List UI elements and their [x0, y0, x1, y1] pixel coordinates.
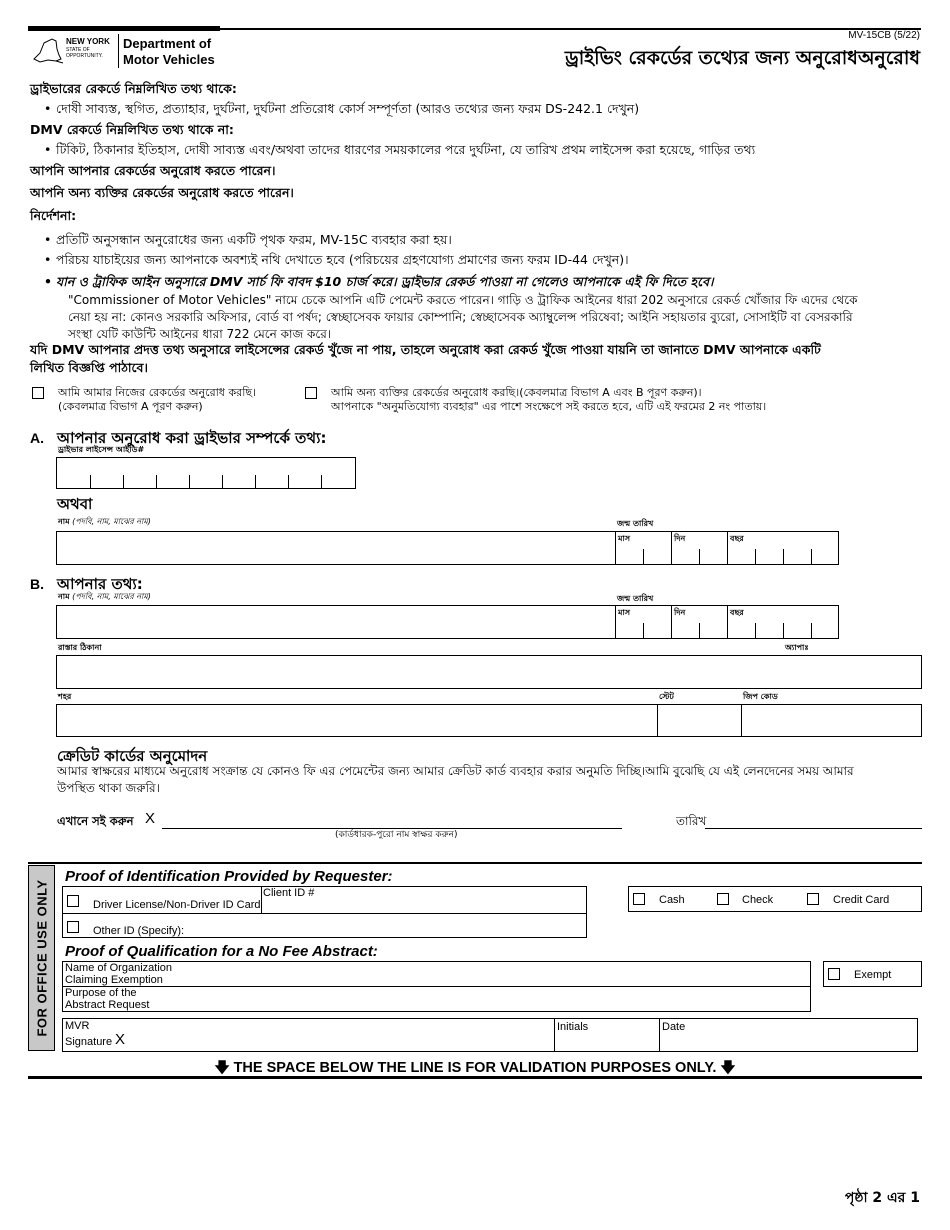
dmv-logo — [30, 34, 230, 70]
mvr-box — [62, 1018, 918, 1052]
a-name-input[interactable]: মাস দিন বছর — [56, 531, 839, 565]
page-number: পৃষ্ঠা 2 এর 1 — [844, 1190, 920, 1206]
notice-line1: যদি DMV আপনার প্রদত্ত তথ্য অনুসারে লাইসেন্সের রেকর্ড খুঁজে না পায়, তাহলে অনুরোধ করা রেকর্ড খুঁজে পাওয়া যায়নি তা জানাতে DMV আপনাকে একটি — [30, 342, 821, 357]
no-fee-heading: Proof of Qualification for a No Fee Abstract: — [65, 943, 378, 960]
logo-divider — [118, 34, 119, 68]
other-record-text: আপনি অন্য ব্যক্তির রেকর্ডের অনুরোধ করতে পারেন। — [30, 185, 294, 200]
proof-id-heading: Proof of Identification Provided by Requester: — [65, 868, 393, 885]
section-b-letter: B. — [30, 576, 44, 592]
check-label: Check — [742, 894, 774, 906]
mvr-label: MVR — [65, 1020, 90, 1032]
not-contains-heading: DMV রেকর্ডে নিম্নলিখিত তথ্য থাকে না: — [30, 122, 234, 137]
record-contains-item: • দোষী সাব্যস্ত, স্থগিত, প্রত্যাহার, দুর্ঘটনা, দুর্ঘটনা প্রতিরোধ কোর্স সম্পূর্ণতা (আরও তথ্যের জন্য ফরম DS-242.1 দেখুন) — [56, 100, 639, 117]
instruction-3-line3: নেয়া হয় না: কোনও সরকারি অফিসার, বোর্ড বা পর্ষদ; স্বেচ্ছাসেবক ফায়ার কোম্পানি; স্বেচ্ছাসেবক অ্যাম্বুলেন্স পরিষেবা; আইনি সহায়তার ব্যুরো, সোসাইটি বা বেসরকারি — [68, 310, 853, 324]
b-name-label: নাম (পদবি, নাম, মাঝের নাম) — [58, 592, 151, 601]
own-record-choice: আমি আমার নিজের রেকর্ডের অনুরোধ করছি। (কেবলমাত্র বিভাগ A পূরণ করুন) — [58, 386, 256, 413]
down-arrow-icon: 🡇 — [214, 1060, 230, 1076]
credit-card-checkbox[interactable] — [807, 893, 819, 905]
exempt-label: Exempt — [854, 969, 892, 981]
section-a-heading: আপনার অনুরোধ করা ড্রাইভার সম্পর্কে তথ্য: — [57, 429, 327, 447]
b-dob-label: জন্ম তারিখ — [617, 594, 654, 603]
a-name-label: নাম (পদবি, নাম, মাঝের নাম) — [58, 517, 151, 526]
credit-line2: উপস্থিত থাকা জরুরি। — [57, 781, 160, 795]
purpose-label: Purpose of the Abstract Request — [65, 987, 150, 1011]
check-checkbox[interactable] — [717, 893, 729, 905]
dl-card-checkbox[interactable] — [67, 895, 79, 907]
section-b-heading: আপনার তথ্য: — [57, 575, 143, 593]
validation-notice: 🡇 THE SPACE BELOW THE LINE IS FOR VALIDATION PURPOSES ONLY. 🡇 — [214, 1060, 736, 1076]
exempt-box — [823, 961, 922, 987]
not-contains-item: • টিকিট, ঠিকানার ইতিহাস, দোষী সাব্যস্ত এবং/অথবা তাদের ধারণের সময়কালের পরে দুর্ঘটনা, যে তারিখ প্রথম লাইসেন্স করা হয়েছে, গাড়ির তথ্য — [56, 141, 755, 158]
logo-state: STATE OF OPPORTUNITY. — [66, 47, 103, 59]
payment-box — [628, 886, 922, 912]
dl-card-label: Driver License/Non-Driver ID Card — [93, 899, 261, 911]
dept-name: Department of Motor Vehicles — [123, 36, 215, 67]
office-top-rule — [28, 862, 922, 864]
mvr-date-label: Date — [662, 1021, 686, 1033]
instruction-3: • যান ও ট্রাফিক আইন অনুসারে DMV সার্চ ফি বাবদ $10 চার্জ করে। ড্রাইভার রেকর্ড পাওয়া না গেলেও আপনাকে এই ফি দিতে হবে। — [56, 273, 714, 290]
own-record-text: আপনি আপনার রেকর্ডের অনুরোধ করতে পারেন। — [30, 163, 276, 178]
instruction-1: • প্রতিটি অনুসন্ধান অনুরোধের জন্য একটি পৃথক ফরম, MV-15C ব্যবহার করা হয়। — [56, 231, 452, 248]
office-use-side-label: FOR OFFICE USE ONLY — [28, 865, 55, 1051]
ny-state-map-icon — [30, 35, 64, 67]
instruction-3-line2: "Commissioner of Motor Vehicles" নামে চেকে আপনি এটি পেমেন্ট করতে পারেন। গাড়ি ও ট্রাফিক আইনের ধারা 202 অনুসারে রেকর্ড খোঁজার ফি এদের থেকে — [68, 293, 858, 307]
initials-label: Initials — [557, 1021, 589, 1033]
zip-label: জিপ কোড — [743, 692, 778, 701]
b-name-input[interactable]: মাস দিন বছর — [56, 605, 839, 639]
cash-label: Cash — [659, 894, 685, 906]
city-state-zip-input[interactable] — [56, 704, 922, 737]
mvr-sig-x: X — [115, 1031, 126, 1048]
instructions-heading: নির্দেশনা: — [30, 208, 77, 223]
sign-label: এখানে সই করুন — [57, 814, 134, 828]
or-label: অথবা — [57, 495, 93, 513]
street-address-input[interactable] — [56, 655, 922, 689]
instruction-2: • পরিচয় যাচাইয়ের জন্য আপনাকে অবশ্যই নথি দেখাতে হবে (পরিচয়ের গ্রহণযোগ্য প্রমাণের জন্য ফরম ID-44 দেখুন)। — [56, 251, 629, 268]
other-record-choice: আমি অন্য ব্যক্তির রেকর্ডের অনুরোধ করছি।(কেবলমাত্র বিভাগ A এবং B পূরণ করুন)। আপনাকে "অনুমতিযোগ্য ব্যবহার" এর পাশে সংক্ষেপে সই করতে হবে, এটি এই ফরমের 2 নং পাতায়। — [331, 386, 767, 413]
logo-bar — [28, 26, 220, 31]
signature-line[interactable] — [162, 828, 622, 829]
credit-card-label: Credit Card — [833, 894, 890, 906]
own-record-checkbox[interactable] — [32, 387, 44, 399]
a-dob-label: জন্ম তারিখ — [617, 519, 654, 528]
page-title: ড্রাইভিং রেকর্ডের তথ্যের জন্য অনুরোধঅনুরোধ — [564, 47, 920, 69]
cash-checkbox[interactable] — [633, 893, 645, 905]
date-label: তারিখ — [676, 814, 707, 828]
org-label: Name of Organization Claiming Exemption — [65, 962, 172, 986]
sign-x: X — [145, 810, 156, 827]
exempt-checkbox[interactable] — [828, 968, 840, 980]
other-id-label: Other ID (Specify): — [93, 925, 185, 937]
apt-label: অ্যাপাঃ — [785, 643, 809, 652]
sign-hint: (কার্ডধারক-পুরো নাম স্বাক্ষর করুন) — [335, 830, 458, 840]
credit-heading: ক্রেডিট কার্ডের অনুমোদন — [57, 747, 208, 765]
record-contains-heading: ড্রাইভারের রেকর্ডে নিম্নলিখিত তথ্য থাকে: — [30, 81, 237, 96]
license-label: ড্রাইভার লাইসেন্স আইডি# — [58, 445, 145, 454]
proof-id-box — [62, 886, 587, 938]
instruction-3-line4: সংস্থা যেটি কাউন্টি আইনের ধারা 722 মেনে কাজ করে। — [68, 327, 332, 341]
no-fee-box — [62, 961, 811, 1012]
signature-label: Signature — [65, 1036, 113, 1048]
city-label: শহর — [58, 692, 72, 701]
credit-line1: আমার স্বাক্ষরের মাধ্যমে অনুরোধ সংক্রান্ত যে কোনও ফি এর পেমেন্টের জন্য আমার ক্রেডিট কার্ড ব্যবহার করার অনুমতি দিচ্ছি।আমি বুঝেছি যে এই লেনদেনের সময় আমার — [57, 764, 854, 778]
client-id-label: Client ID # — [263, 887, 315, 899]
notice-line2: লিখিত বিজ্ঞপ্তি পাঠাবে। — [30, 360, 148, 375]
date-line[interactable] — [705, 828, 922, 829]
street-label: রাস্তার ঠিকানা — [58, 643, 102, 652]
logo-ny: NEW YORK — [66, 37, 110, 46]
license-id-input[interactable] — [56, 457, 356, 489]
other-record-checkbox[interactable] — [305, 387, 317, 399]
down-arrow-icon: 🡇 — [720, 1060, 736, 1076]
validation-rule — [28, 1076, 922, 1079]
form-number: MV-15CB (5/22) — [848, 30, 920, 41]
section-a-letter: A. — [30, 430, 44, 446]
state-label: স্টেট — [659, 692, 674, 701]
other-id-checkbox[interactable] — [67, 921, 79, 933]
